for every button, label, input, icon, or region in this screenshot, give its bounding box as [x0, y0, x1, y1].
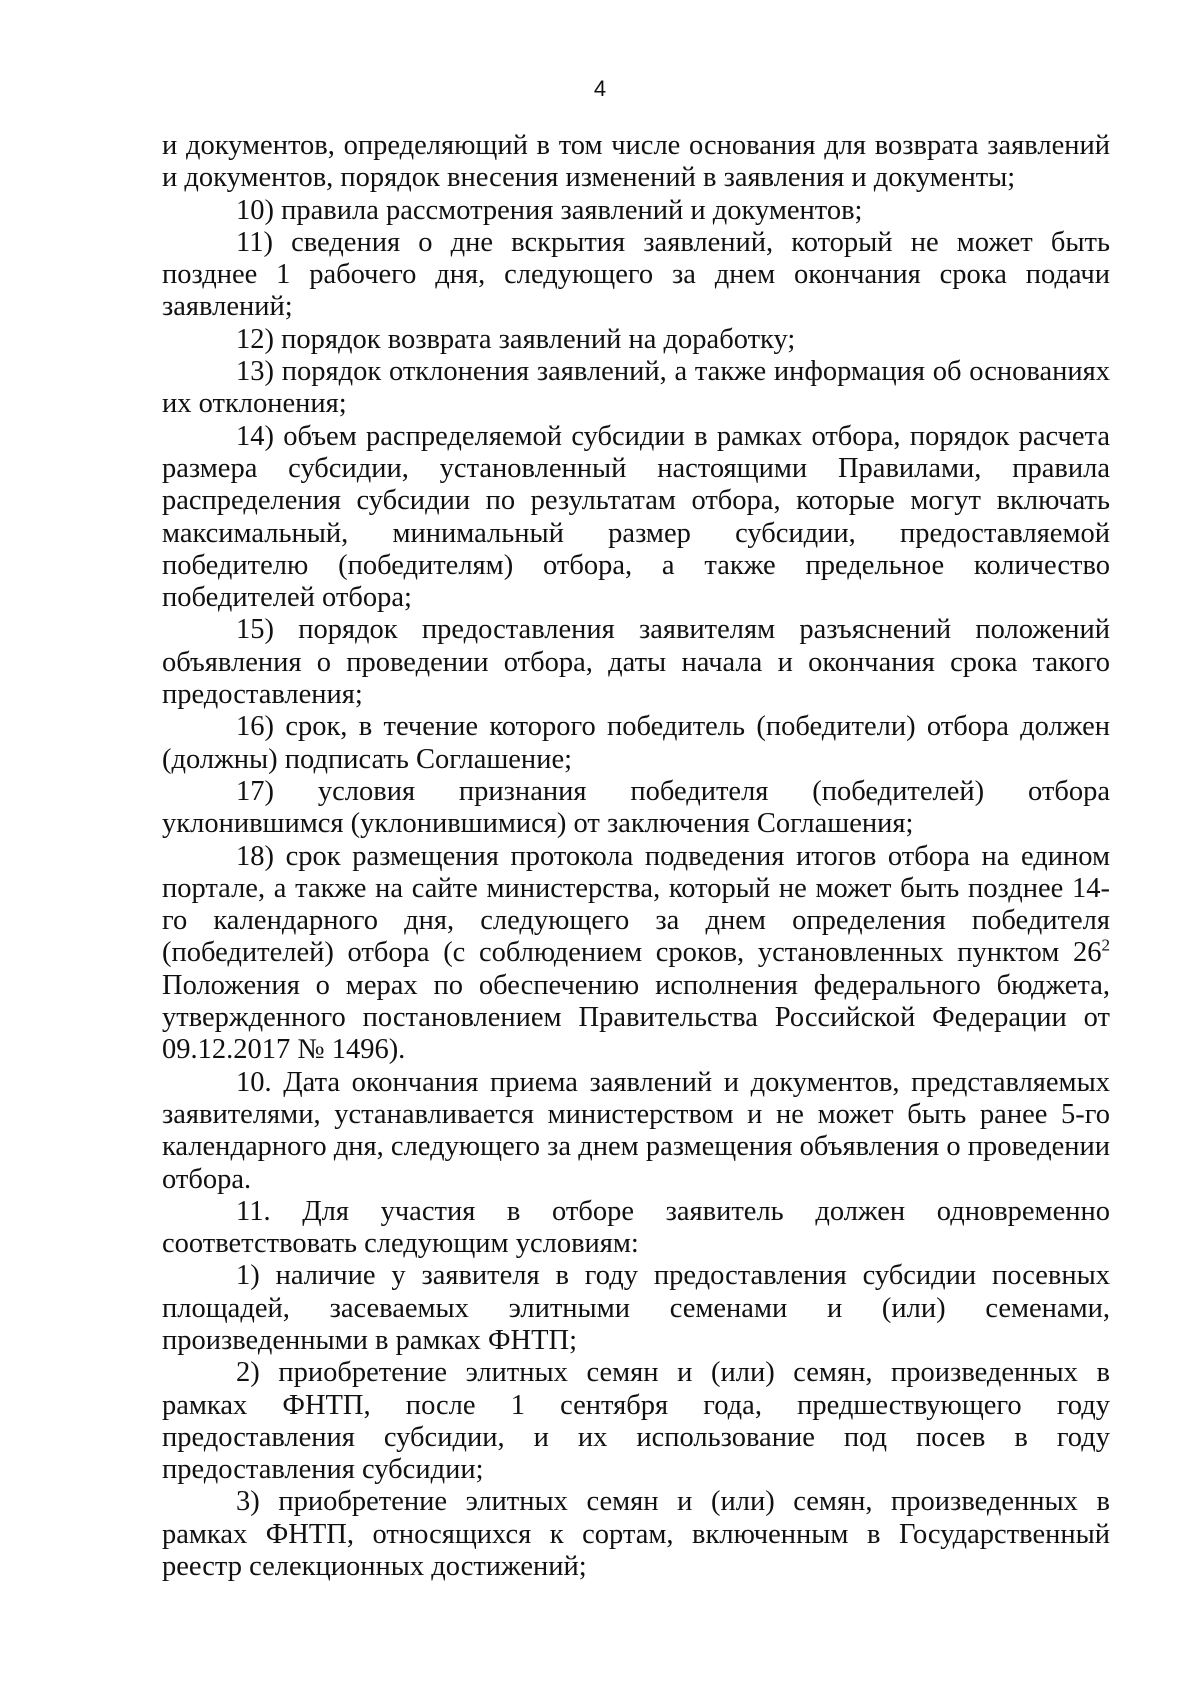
- list-item-12: 12) порядок возврата заявлений на доработку;: [236, 323, 796, 355]
- footnote-superscript: 2: [1101, 935, 1110, 955]
- list-item-13: 13) порядок отклонения заявлений, а также информация об основаниях их отклонения;: [162, 356, 1110, 420]
- list-item-17: 17) условия признания победителя (победителей) отбора уклонившимся (уклонившимися) от заключения Соглашения;: [162, 775, 1110, 840]
- list-item-18: [162, 841, 1110, 1067]
- condition-1: 1) наличие у заявителя в году предоставления субсидии посевных площадей, засеваемых элитными семенами и (или) семенами, произведенными в рамках ФНТП;: [162, 1260, 1110, 1356]
- clause-11: 11. Для участия в отборе заявитель должен одновременно соответствовать следующим условиям:: [162, 1195, 1110, 1260]
- list-item-18-text-end: Положения о мерах по обеспечению исполнения федерального бюджета, утвержденного постановлением Правительства Российской Федерации от 09.12.2017 № 1496).: [162, 969, 1110, 1066]
- list-item-15: 15) порядок предоставления заявителям разъяснений положений объявления о проведении отбора, даты начала и окончания срока такого предоставления;: [162, 614, 1110, 711]
- paragraph-continuation: и документов, определяющий в том числе основания для возврата заявлений и документов, порядок внесения изменений в заявления и документы;: [162, 130, 1110, 194]
- condition-3: 3) приобретение элитных семян и (или) семян, произведенных в рамках ФНТП, относящихся к сортам, включенным в Государственный реестр селекционных достижений;: [162, 1486, 1110, 1583]
- clause-10: 10. Дата окончания приема заявлений и документов, представляемых заявителями, устанавливается министерством и не может быть ранее 5-го календарного дня, следующего за днем размещения объявления о проведении отбора.: [162, 1066, 1110, 1195]
- list-item-18-text-start: 18) срок размещения протокола подведения итогов отбора на едином портале, а также на сайте министерства, который не может быть позднее 14-го календарного дня, следующего за днем определения победителя (победителей) отбора (с соблюдением сроков, установленных пунктом 26: [162, 840, 1110, 969]
- page-number: 4: [593, 76, 607, 101]
- list-item-14: 14) объем распределяемой субсидии в рамках отбора, порядок расчета размера субсидии, установленный настоящими Правилами, правила распределения субсидии по результатам отбора, которые могут включать максимальный, минимальный размер субсидии, предоставляемой победителю (победителям) отбора, а также предельное количество победителей отбора;: [162, 420, 1110, 614]
- condition-2: 2) приобретение элитных семян и (или) семян, произведенных в рамках ФНТП, после 1 сентября года, предшествующего году предоставления субсидии, и их использование под посев в году предоставления субсидии;: [162, 1357, 1110, 1486]
- list-item-11: 11) сведения о дне вскрытия заявлений, который не может быть позднее 1 рабочего дня, следующего за днем окончания срока подачи заявлений;: [162, 226, 1110, 323]
- document-body: [162, 130, 1110, 1583]
- list-item-10: 10) правила рассмотрения заявлений и документов;: [236, 194, 863, 226]
- list-item-16: 16) срок, в течение которого победитель (победители) отбора должен (должны) подписать Соглашение;: [162, 711, 1110, 775]
